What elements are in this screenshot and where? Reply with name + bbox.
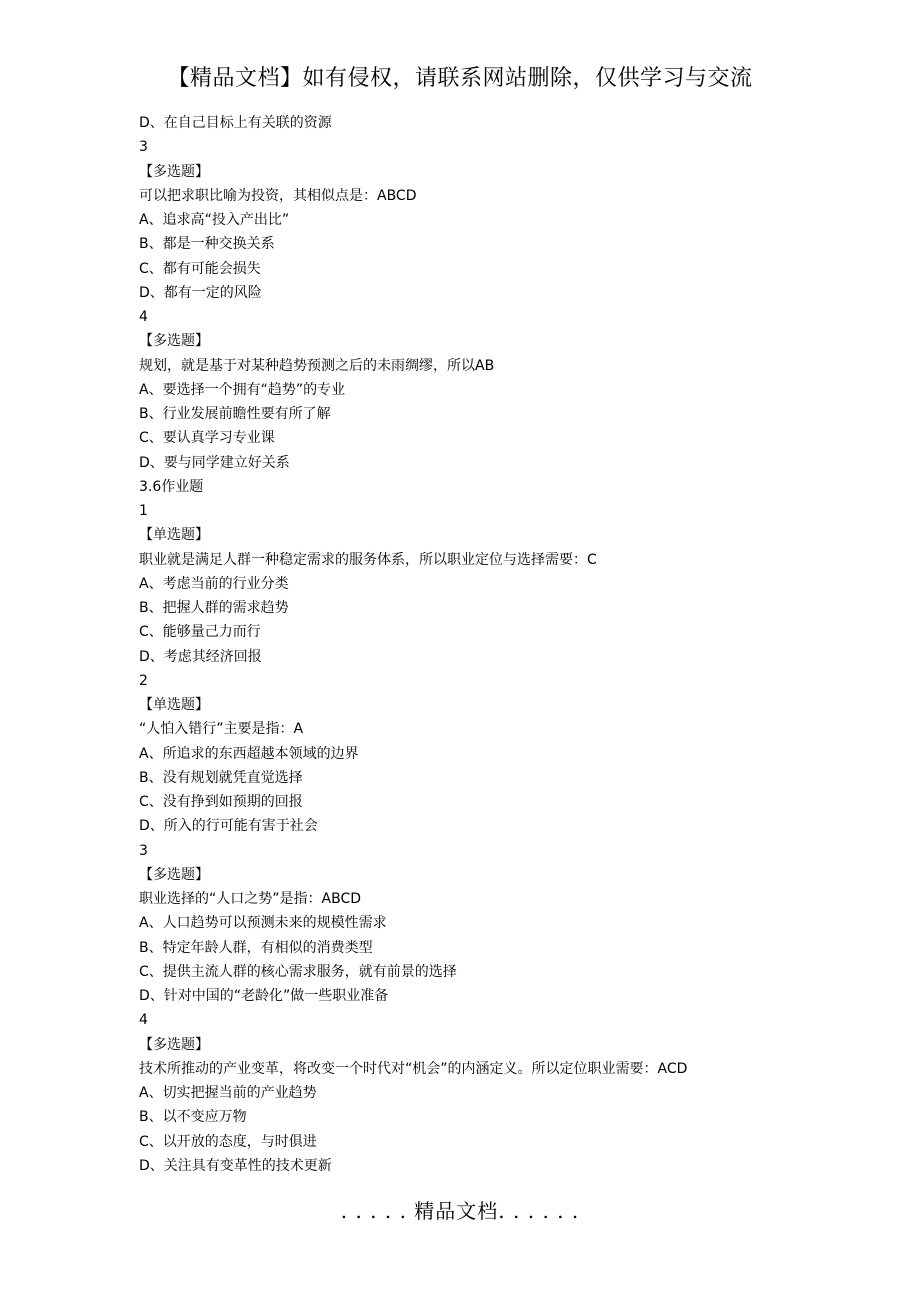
page-footer: . . . . . 精品文档. . . . . .: [340, 1199, 580, 1223]
option-b: B、特定年龄人群，有相似的消费类型: [139, 939, 373, 956]
section-heading: 3.6作业题: [139, 478, 204, 495]
question-type: 【多选题】: [139, 333, 209, 350]
option-a: A、考虑当前的行业分类: [139, 575, 289, 592]
option-c: C、都有可能会损失: [139, 260, 261, 277]
option-a: A、要选择一个拥有“趋势”的专业: [139, 381, 346, 398]
option-d: D、关注具有变革性的技术更新: [139, 1157, 332, 1174]
option-c: C、以开放的态度，与时俱进: [139, 1133, 317, 1150]
document-body: [139, 111, 839, 1178]
text-line: D、在自己目标上有关联的资源: [139, 115, 332, 131]
option-d: D、要与同学建立好关系: [139, 454, 290, 471]
question-text: 职业就是满足人群一种稳定需求的服务体系，所以职业定位与选择需要：C: [139, 551, 597, 568]
question-type: 【多选题】: [139, 866, 209, 883]
option-a: A、所追求的东西超越本领域的边界: [139, 745, 359, 762]
question-text: “人怕入错行”主要是指：A: [139, 721, 304, 738]
question-type: 【多选题】: [139, 1036, 209, 1053]
option-d: D、都有一定的风险: [139, 284, 262, 301]
question-type: 【单选题】: [139, 697, 209, 713]
option-b: B、都是一种交换关系: [139, 236, 275, 253]
page-header: 【精品文档】如有侵权，请联系网站删除，仅供学习与交流: [167, 66, 753, 91]
option-a: A、追求高“投入产出比”: [139, 212, 290, 228]
question-number: 3: [139, 842, 148, 859]
option-c: C、没有挣到如预期的回报: [139, 794, 303, 810]
question-type: 【多选题】: [139, 163, 209, 180]
option-a: A、人口趋势可以预测未来的规模性需求: [139, 915, 387, 932]
option-d: D、所入的行可能有害于社会: [139, 818, 318, 835]
question-number: 4: [139, 1012, 148, 1029]
option-d: D、针对中国的“老龄化”做一些职业准备: [139, 988, 389, 1004]
option-b: B、以不变应万物: [139, 1109, 247, 1126]
question-text: 技术所推动的产业变革，将改变一个时代对“机会”的内涵定义。所以定位职业需要：ACD: [139, 1060, 688, 1077]
option-c: C、要认真学习专业课: [139, 430, 275, 447]
option-b: B、没有规划就凭直觉选择: [139, 769, 303, 786]
question-number: 3: [139, 139, 148, 156]
option-b: B、把握人群的需求趋势: [139, 600, 289, 616]
question-number: 4: [139, 309, 148, 325]
option-c: C、能够量己力而行: [139, 624, 261, 641]
question-number: 1: [139, 503, 148, 519]
question-text: 规划，就是基于对某种趋势预测之后的未雨绸缪，所以AB: [139, 357, 495, 374]
question-number: 2: [139, 672, 148, 689]
option-c: C、提供主流人群的核心需求服务，就有前景的选择: [139, 963, 457, 980]
option-d: D、考虑其经济回报: [139, 648, 262, 665]
question-type: 【单选题】: [139, 527, 209, 544]
option-a: A、切实把握当前的产业趋势: [139, 1085, 317, 1101]
option-b: B、行业发展前瞻性要有所了解: [139, 406, 331, 422]
question-text: 职业选择的“人口之势”是指：ABCD: [139, 891, 361, 907]
question-text: 可以把求职比喻为投资，其相似点是：ABCD: [139, 187, 417, 204]
